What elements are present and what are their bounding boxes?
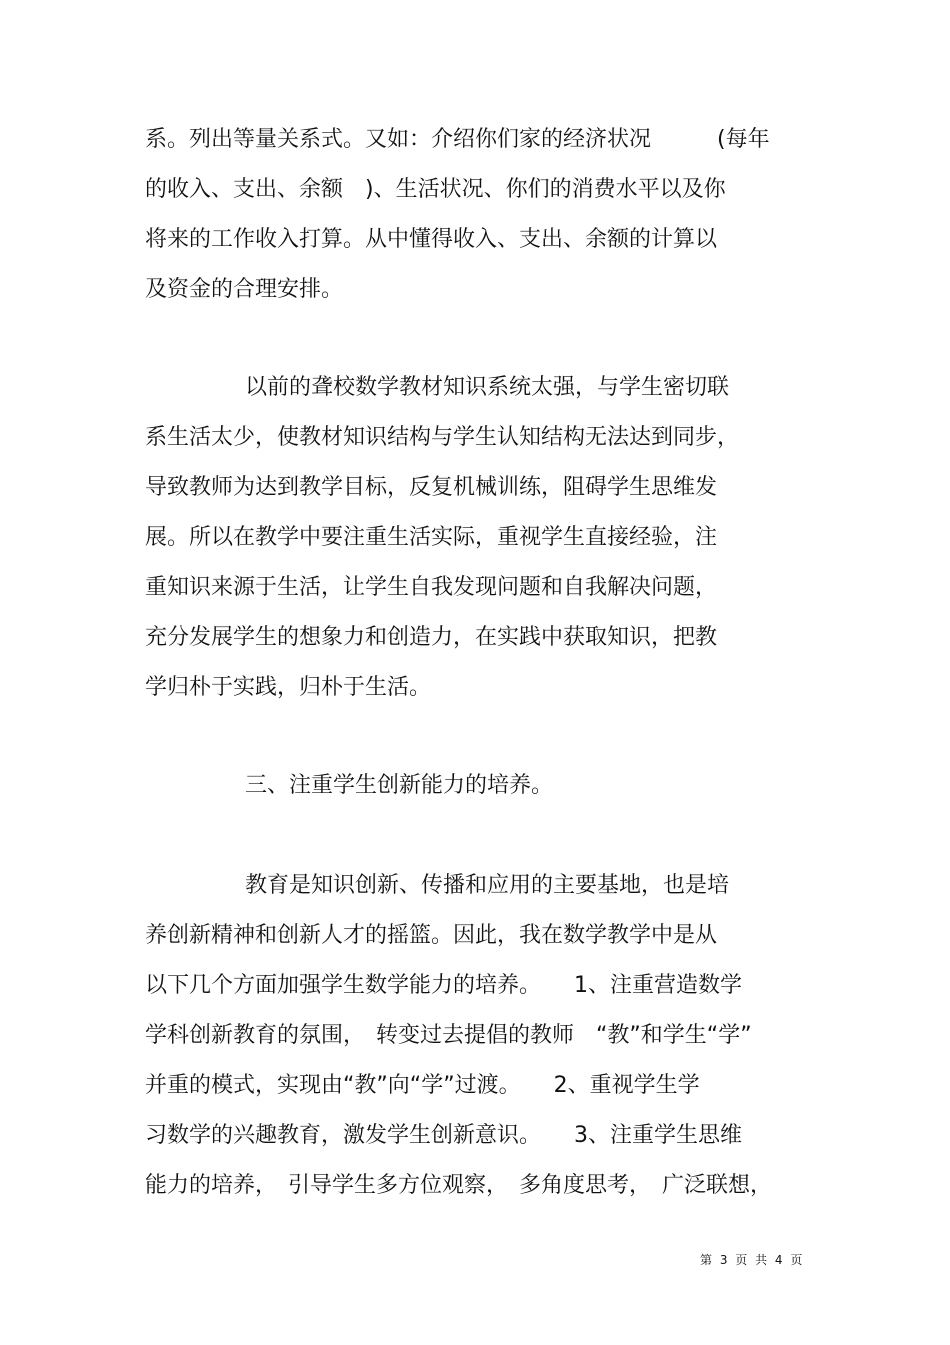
paragraph-line: 教育是知识创新、传播和应用的主要基地，也是培 — [245, 873, 730, 898]
paragraph-line: 以前的聋校数学教材知识系统太强，与学生密切联 — [245, 375, 730, 400]
page-number-footer: 第 3 页 共 4 页 — [700, 1253, 805, 1267]
paragraph-line: 习数学的兴趣教育，激发学生创新意识。 3、注重学生思维 — [145, 1123, 742, 1148]
paragraph-line: 系生活太少，使教材知识结构与学生认知结构无法达到同步， — [145, 425, 740, 450]
paragraph-line: 系。列出等量关系式。又如：介绍你们家的经济状况 (每年 — [145, 127, 770, 152]
paragraph-line: 的收入、支出、余额 )、生活状况、你们的消费水平以及你 — [145, 177, 726, 202]
paragraph-line: 将来的工作收入打算。从中懂得收入、支出、余额的计算以 — [145, 227, 718, 252]
paragraph-line: 学科创新教育的氛围， 转变过去提倡的教师 “教”和学生“学” — [145, 1023, 752, 1048]
paragraph-line: 及资金的合理安排。 — [145, 277, 344, 302]
paragraph-line: 以下几个方面加强学生数学能力的培养。 1、注重营造数学 — [145, 973, 742, 998]
paragraph-line: 能力的培养， 引导学生多方位观察， 多角度思考， 广泛联想， — [145, 1173, 773, 1198]
section-heading: 三、注重学生创新能力的培养。 — [245, 773, 554, 798]
paragraph-line: 重知识来源于生活，让学生自我发现问题和自我解决问题， — [145, 575, 718, 600]
paragraph-line: 展。所以在教学中要注重生活实际，重视学生直接经验，注 — [145, 525, 718, 550]
paragraph-line: 充分发展学生的想象力和创造力，在实践中获取知识，把教 — [145, 625, 718, 650]
paragraph-line: 学归朴于实践，归朴于生活。 — [145, 675, 432, 700]
paragraph-line: 养创新精神和创新人才的摇篮。因此，我在数学教学中是从 — [145, 923, 718, 948]
paragraph-line: 导致教师为达到教学目标，反复机械训练，阻碍学生思维发 — [145, 475, 718, 500]
paragraph-line: 并重的模式，实现由“教”向“学”过渡。 2、重视学生学 — [145, 1073, 700, 1098]
